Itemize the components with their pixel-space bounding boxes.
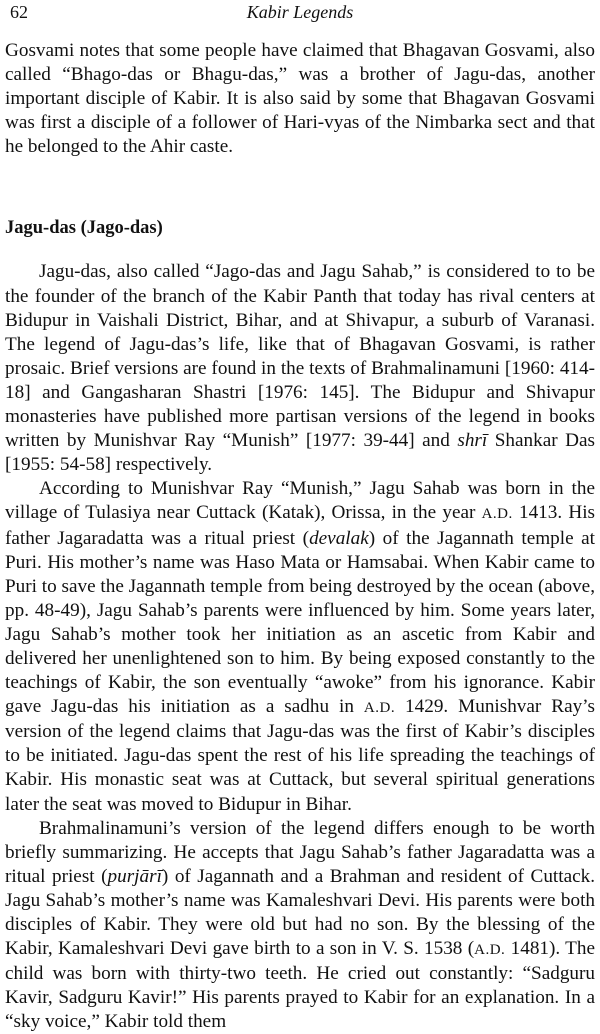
italic-term: shrī — [457, 430, 488, 452]
text-run: According to Munishvar Ray “Munish,” Jagu Sahab was born in the village of Tulasiya near Cuttack (Katak), Orissa, in the year — [5, 478, 595, 524]
text-run: 1429. Munishvar Ray’s version of the legend claims that Jagu-das was the first of Kabir’s disciples to be initiated. Jagu-das spent the rest of his life spreading the teachings of Kabir. His monastic seat was at Cuttack, but several spiritual generations later the seat was moved to Bidupur in Bihar. — [5, 696, 595, 815]
paragraph-munishvar-version — [5, 477, 595, 816]
page-number: 62 — [10, 2, 28, 22]
paragraph-brahmalinamuni-version — [5, 817, 595, 1034]
era-abbreviation: A.D. — [481, 506, 513, 523]
era-abbreviation: A.D. — [363, 700, 396, 717]
text-run: Jagu-das, also called “Jago-das and Jagu Sahab,” is considered to to be the founder of the branch of the Kabir Panth that today has rival centers at Bidupur in Vaishali District, Bihar, and at Shivapur, a suburb of Varanasi. The legend of Jagu-das’s life, like that of Bhagavan Gosvami, is rather prosaic. Brief versions are found in the texts of Brahmalinamuni [1960: 414-18] and Gangasharan Shastri [1976: 145]. The Bidupur and Shivapur monasteries have published more partisan versions of the legend in books written by Munishvar Ray “Munish” [1977: 39-44] and — [5, 261, 595, 452]
text-run: 1481). The child was born with thirty-two teeth. He cried out constantly: “Sadguru Kavir, Sadguru Kavir!” His parents prayed to Kabir for an explanation. In a “sky voice,” Kabir told them — [5, 938, 596, 1033]
section-heading: Jagu-das (Jago-das) — [5, 218, 163, 239]
paragraph-jagu-das-intro — [5, 260, 595, 477]
text-run: Shankar Das [1955: 54-58] respectively. — [5, 430, 595, 476]
text-run: ) of the Jagannath temple at Puri. His mother’s name was Haso Mata or Hamsabai. When Kabir came to Puri to save the Jagannath temple from being destroyed by the ocean (above, pp. 48-49), Jagu Sahab’s parents were influenced by him. Some years later, Jagu Sahab’s mother took her initiation as an ascetic from Kabir and delivered her unenlightened son to him. By being exposed constantly to the teachings of Kabir, the son eventually “awoke” from his ignorance. Kabir gave Jagu-das his initiation as a sadhu in — [5, 527, 595, 718]
era-abbreviation: A.D. — [474, 942, 506, 959]
italic-term: devalak — [309, 527, 369, 549]
paragraph-bhagavan-gosvami: Gosvami notes that some people have claimed that Bhagavan Gosvami, also called “Bhago-das or Bhagu-das,” was a brother of Jagu-das, another important disciple of Kabir. It is also said by some that Bhagavan Gosvami was first a disciple of a follower of Hari-vyas of the Nimbarka sect and that he belonged to the Ahir caste. — [5, 40, 595, 158]
running-title: Kabir Legends — [246, 2, 354, 22]
italic-term: purjārī — [107, 865, 162, 887]
text-run: Brahmalinamuni’s version of the legend differs enough to be worth briefly summarizing. He accepts that Jagu Sahab’s father Jagaradatta was a ritual priest ( — [5, 817, 595, 887]
text-run: ) of Jagannath and a Brahman and resident of Cuttack. Jagu Sahab’s mother’s name was Kamaleshvari Devi. His parents were both disciples of Kabir. They were old but had no son. By the blessing of the Kabir, Kamaleshvari Devi gave birth to a son in V. S. 1538 ( — [5, 865, 595, 960]
running-head — [5, 0, 595, 30]
text-run: 1413. His father Jagaradatta was a ritual priest ( — [5, 502, 596, 549]
